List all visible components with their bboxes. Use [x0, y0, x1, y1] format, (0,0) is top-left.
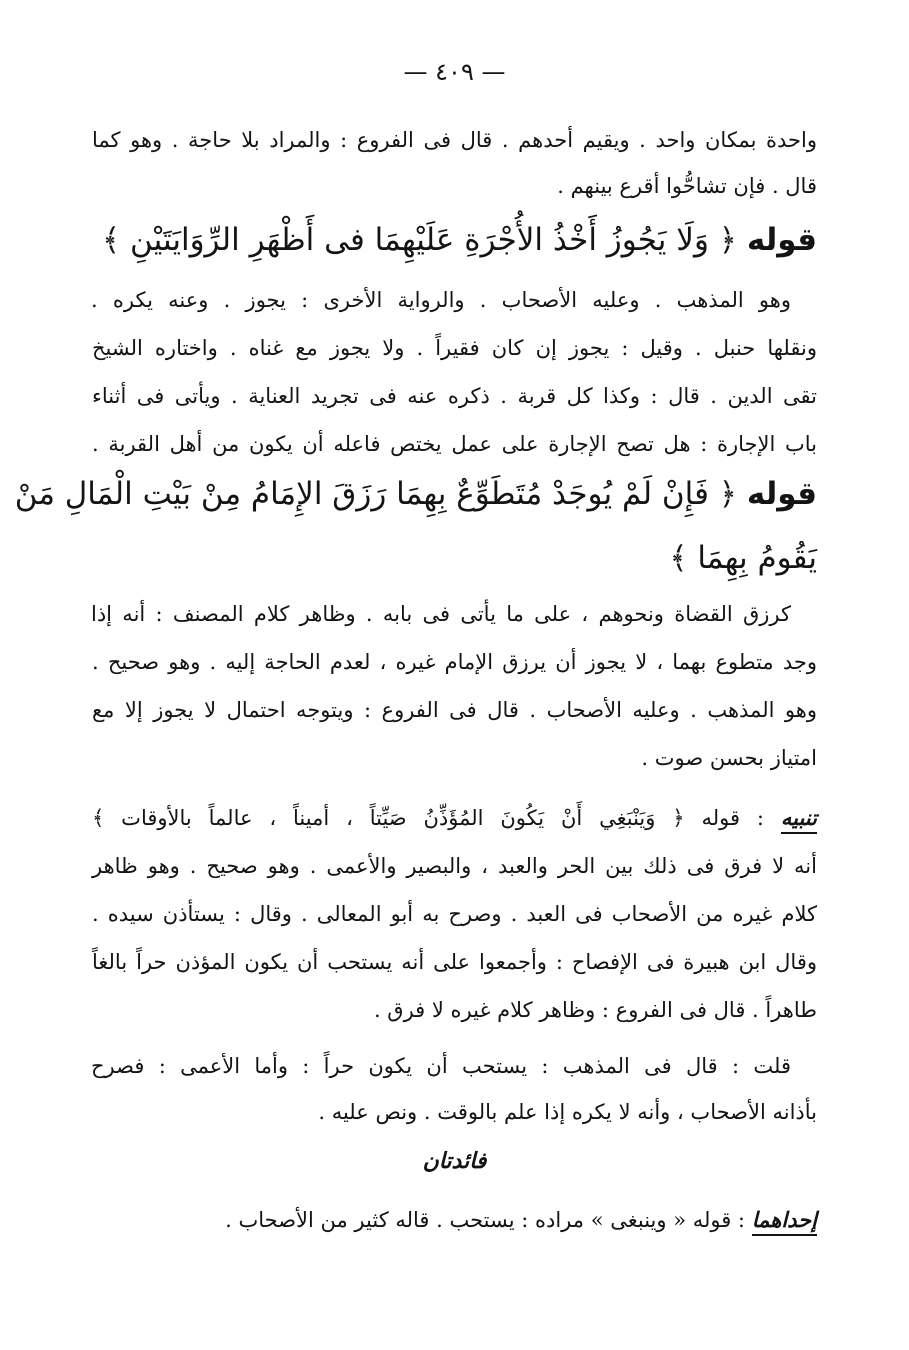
ihdahuma-line: [92, 1202, 817, 1238]
tanbih-line: [92, 800, 817, 836]
text-line: وقال ابن هبيرة فى الإفصاح : وأجمعوا على أنه يستحب أن يكون المؤذن حراً بالغاً: [92, 950, 817, 974]
text-line: طاهراً . قال فى الفروع : وظاهر كلام غيره لا فرق .: [373, 998, 817, 1022]
quranic-quote: ﴿ فَإِنْ لَمْ يُوجَدْ مُتَطَوِّعٌ بِهِمَا رَزَقَ الإِمَامُ مِنْ بَيْتِ الْمَالِ مَنْ: [14, 476, 737, 512]
text-line: ونقلها حنبل . وقيل : يجوز إن كان فقيراً . ولا يجوز مع غناه . واختاره الشيخ: [92, 336, 817, 360]
text-line: واحدة بمكان واحد . ويقيم أحدهم . قال فى الفروع : والمراد بلا حاجة . وهو كما: [92, 128, 817, 152]
section-title: فائدتان: [422, 1148, 487, 1174]
text-line: قال . فإن تشاحُّوا أقرع بينهم .: [557, 174, 817, 198]
tanbih-label: تنبيه: [781, 805, 817, 834]
text-line: تقى الدين . قال : وكذا كل قربة . ذكره عنه فى تجريد العناية . ويأتى فى أثناء: [92, 384, 817, 408]
text-line: بأذانه الأصحاب ، وأنه لا يكره إذا علم بالوقت . ونص عليه .: [318, 1100, 817, 1124]
page-number: — ٤٠٩ —: [403, 58, 506, 86]
heading-label: قوله: [746, 476, 817, 512]
text-line: قلت : قال فى المذهب : يستحب أن يكون حراً : وأما الأعمى : فصرح: [91, 1054, 791, 1078]
text-line: أنه لا فرق فى ذلك بين الحر والعبد ، والبصير والأعمى . وهو صحيح . وهو ظاهر: [92, 854, 817, 878]
text-line: كرزق القضاة ونحوهم ، على ما يأتى فى بابه . وظاهر كلام المصنف : أنه إذا: [91, 602, 791, 626]
text-line: امتياز بحسن صوت .: [641, 746, 817, 770]
quote-heading: [92, 214, 817, 266]
text-line: باب الإجارة : هل تصح الإجارة على عمل يختص فاعله أن يكون من أهل القربة .: [92, 432, 817, 456]
quote-heading: [14, 468, 817, 520]
text-line: وهو المذهب . وعليه الأصحاب . قال فى الفروع : ويتوجه احتمال لا يجوز إلا مع: [92, 698, 817, 722]
tanbih-text: : قوله ﴿ وَيَنْبَغِي أَنْ يَكُونَ المُؤَذِّنُ صَيِّتاً ، أميناً ، عالماً بالأوقات ﴾: [92, 806, 764, 830]
ihdahuma-label: إحداهما: [752, 1207, 817, 1236]
text-line: وهو المذهب . وعليه الأصحاب . والرواية الأخرى : يجوز . وعنه يكره .: [91, 288, 791, 312]
text-line: وجد متطوع بهما ، لا يجوز أن يرزق الإمام غيره ، لعدم الحاجة إليه . وهو صحيح .: [92, 650, 817, 674]
quote-continuation: يَقُومُ بِهِمَا ﴾: [669, 540, 817, 576]
quranic-quote: ﴿ وَلَا يَجُوزُ أَخْذُ الأُجْرَةِ عَلَيْهِمَا فى أَظْهَرِ الرِّوَايَتَيْنِ ﴾: [102, 222, 737, 258]
heading-label: قوله: [746, 222, 817, 258]
text-line: كلام غيره من الأصحاب فى العبد . وصرح به أبو المعالى . وقال : يستأذن سيده .: [92, 902, 817, 926]
ihdahuma-text: : قوله « وينبغى » مراده : يستحب . قاله كثير من الأصحاب .: [225, 1208, 746, 1232]
